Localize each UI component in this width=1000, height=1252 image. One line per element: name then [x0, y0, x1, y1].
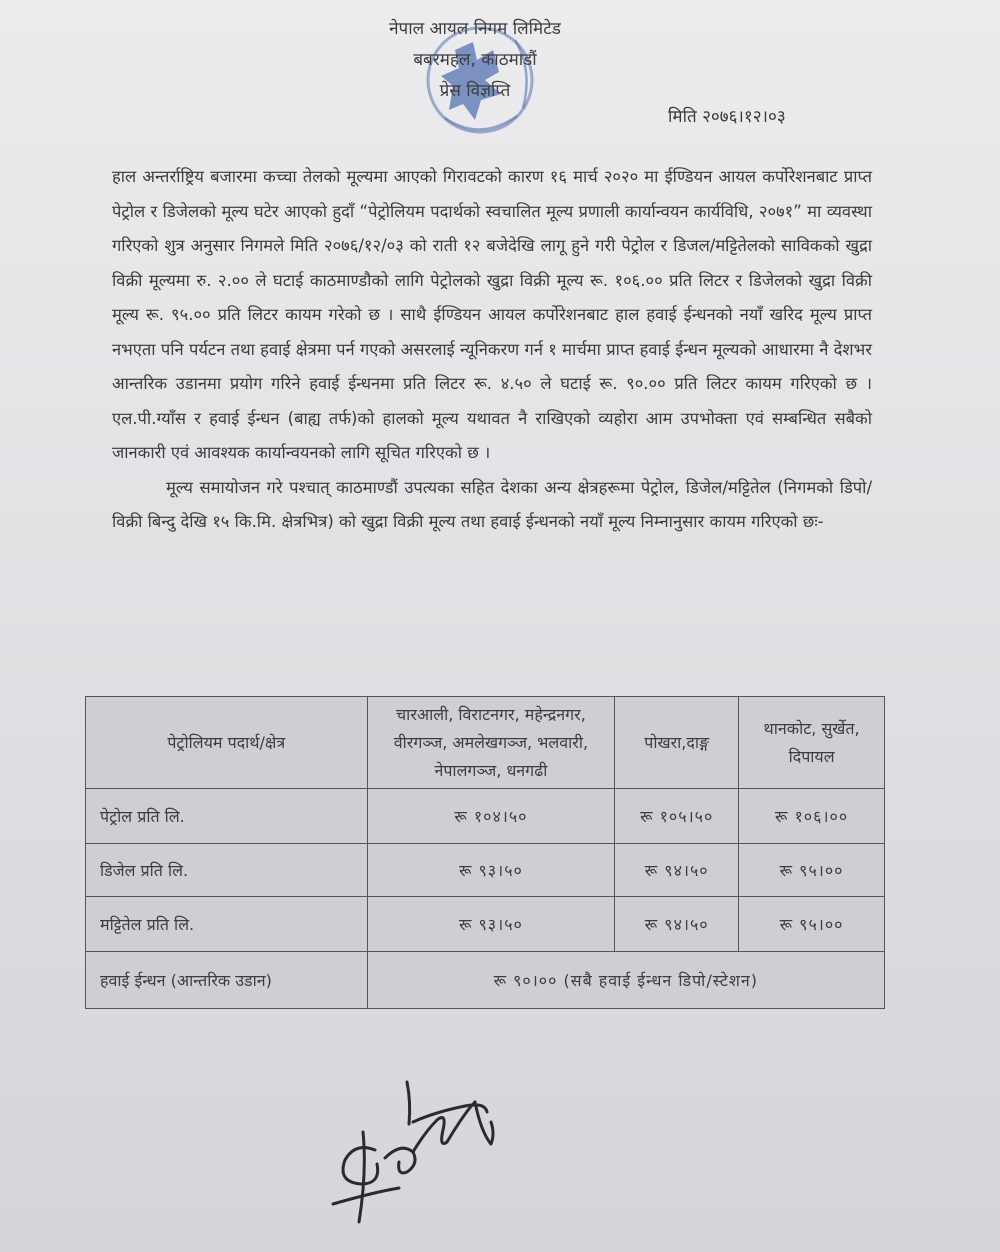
body-paragraph-1: हाल अन्तर्राष्ट्रिय बजारमा कच्चा तेलको मूल्यमा आएको गिरावटको कारण १६ मार्च २०२० मा ईण्डियन आयल कर्पोरेशनबाट प्राप्त पेट्रोल र डिजेलको मूल्य घटेर आएको हुदाँ “पेट्रोलियम पदार्थको स्वचालित मूल्य प्रणाली कार्यान्वयन कार्यविधि, २०७१” मा व्यवस्था गरिएको शुत्र अनुसार निगमले मिति २०७६/१२/०३ को राती १२ बजेदेखि लागू हुने गरी पेट्रोल र डिजल/मट्टितेलको साविकको खुद्रा विक्री मूल्यमा रु. २.०० ले घटाई काठमाण्डौको लागि पेट्रोलको खुद्रा विक्री मूल्य रू. १०६.०० प्रति लिटर र डिजेलको खुद्रा विक्री मूल्य रू. ९५.०० प्रति लिटर कायम गरेको छ । साथै ईण्डियन आयल कर्पोरेशनबाट हाल हवाई ईन्धनको नयाँ खरिद मूल्य प्राप्त नभएता पनि पर्यटन तथा हवाई क्षेत्रमा पर्न गएको असरलाई न्यूनिकरण गर्न १ मार्चमा प्राप्त हवाई ईन्धन मूल्यको आधारमा नै देशभर आन्तरिक उडानमा प्रयोग गरिने हवाई ईन्धनमा प्रति लिटर रू. ४.५० ले घटाई रू. ९०.०० प्रति लिटर कायम गरिएको छ । एल.पी.ग्याँस र हवाई ईन्धन (बाह्य तर्फ)को हालको मूल्य यथावत नै राखिएको व्यहोरा आम उपभोक्ता एवं सम्बन्धित सबैको जानकारी एवं आवश्यक कार्यान्वयनको लागि सूचित गरिएको छ ।	[112, 167, 872, 462]
aviation-price-cell: रू ९०।०० (सबै हवाई ईन्धन डिपो/स्टेशन)	[367, 952, 884, 1009]
press-release-body	[112, 160, 872, 540]
header-region-group-3: थानकोट, सुर्खेत, दिपायल	[739, 697, 885, 789]
table-row-petrol	[86, 789, 885, 844]
price-cell: रू ९५।००	[739, 897, 885, 952]
row-label: हवाई ईन्धन (आन्तरिक उडान)	[86, 952, 368, 1009]
header-region-group-2: पोखरा,दाङ्ग	[615, 697, 739, 789]
organization-name: नेपाल आयल निगम लिमिटेड	[389, 19, 561, 39]
handwritten-signature	[315, 1072, 515, 1232]
body-paragraph-2: मूल्य समायोजन गरे पश्चात् काठमाण्डौं उपत्यका सहित देशका अन्य क्षेत्रहरूमा पेट्रोल, डिजेल/मट्टितेल (निगमको डिपो/विक्री बिन्दु देखि १५ कि.मि. क्षेत्रभित्र) को खुद्रा विक्री मूल्य तथा हवाई ईन्धनको नयाँ मूल्य निम्नानुसार कायम गरिएको छः-	[112, 477, 872, 531]
row-label: डिजेल प्रति लि.	[86, 844, 368, 897]
price-cell: रू ९४।५०	[615, 897, 739, 952]
price-cell: रू १०६।००	[739, 789, 885, 844]
price-cell: रू ९४।५०	[615, 844, 739, 897]
fuel-price-table	[85, 696, 885, 1009]
row-label: मट्टितेल प्रति लि.	[86, 897, 368, 952]
letterhead	[330, 14, 620, 107]
header-region-group-1: चारआली, विराटनगर, महेन्द्रनगर, वीरगञ्ज, अमलेखगञ्ज, भलवारी, नेपालगञ्ज, धनगढी	[367, 697, 615, 789]
price-cell: रू १०४।५०	[367, 789, 615, 844]
header-product-region: पेट्रोलियम पदार्थ/क्षेत्र	[86, 697, 368, 789]
table-row-kerosene	[86, 897, 885, 952]
issue-date: मिति २०७६।१२।०३	[668, 107, 786, 127]
price-cell: रू १०५।५०	[615, 789, 739, 844]
price-cell: रू ९५।००	[739, 844, 885, 897]
price-cell: रू ९३।५०	[367, 897, 615, 952]
table-header-row	[86, 697, 885, 789]
table-row-aviation-fuel	[86, 952, 885, 1009]
price-cell: रू ९३।५०	[367, 844, 615, 897]
organization-location: बबरमहल, काठमाडौं	[413, 50, 537, 70]
document-type: प्रेस विज्ञप्ति	[439, 81, 511, 101]
table-row-diesel	[86, 844, 885, 897]
row-label: पेट्रोल प्रति लि.	[86, 789, 368, 844]
